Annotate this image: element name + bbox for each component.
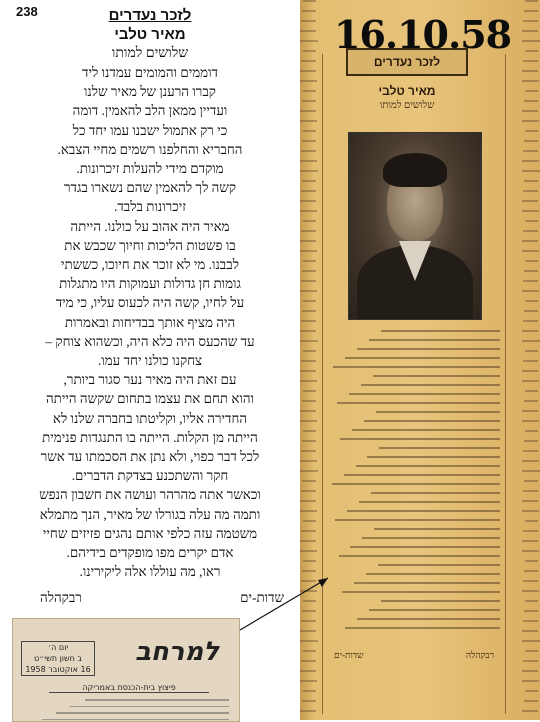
article-subtitle: שלושים למותו — [111, 46, 189, 61]
article-line: וכאשר אתה מהרהר ועושה את חשבון הנפש — [39, 487, 261, 503]
article-line: משטמה עזה כלפי אותם נהגים פזיזים שחיי — [42, 525, 258, 541]
clipping-signoff-place: שדות-ים — [334, 650, 364, 660]
masthead-headline: פיצוץ בית-הכנסת באמריקה — [49, 683, 209, 693]
article-line: מוקדם מידי להעלות זיכרונות. — [76, 161, 224, 177]
article-heading: לזכר נעדרים — [108, 7, 192, 24]
article-line: מאיר היה אהוב על כולנו. הייתה — [70, 218, 230, 234]
article-line: עד שהכעס היה כלא היה, וכשהוא צוחק – — [45, 333, 255, 349]
masthead-date-line: יום ה׳ — [47, 643, 69, 652]
article-line: קשה לך להאמין שהם נשארו בגדר — [63, 180, 237, 196]
article-line: דוממים והמומים עמדנו ליד — [82, 65, 218, 80]
article-line: קברו הרענן של מאיר שלנו — [84, 84, 216, 100]
clipping-subtitle: שלושים למותו — [379, 100, 435, 111]
article-line: על לחיו, קשה היה לכעוס עליו, כי מיד — [55, 295, 245, 311]
article-line: זיכרונות בלבד. — [113, 199, 187, 215]
article-line: אדם יקרים מפו מופקדים בידיהם. — [66, 545, 234, 561]
article-line: כי רק אתמול ישבנו עמו יחד כל — [72, 122, 228, 138]
article-line: החדירה אליו, וקליטתו בחברה שלנו לא — [52, 410, 248, 426]
article-name: מאיר טלבי — [114, 26, 186, 43]
article-line: ועדיין ממאן הלב להאמין. דומה — [72, 103, 228, 119]
article-line: לבבנו. מי לא זוכר את חיוכו, כששתי — [61, 257, 239, 273]
article-line: ראו, מה עוללו אלה ליקירינו. — [79, 564, 221, 580]
clipping-name: מאיר טלבי — [378, 84, 436, 98]
article-line: הייתה מן הקלות. הייתה בו התנגדות פנימית — [42, 429, 258, 445]
article-line: חקר והשתכנע בצדקת הדברים. — [71, 468, 229, 484]
signature-place: שדות-ים — [240, 590, 284, 605]
article-line: ותמה מה עלה בגורלו של מאיר, הנך מתמלא — [39, 506, 261, 522]
article-line: צחקנו כולנו יחד עמו. — [97, 353, 203, 369]
article-line: החבריא והחלפנו רשמים מחיי הצבא. — [57, 141, 243, 157]
article-line: היה מציף אותך בבדיחות ובאמרות — [64, 314, 236, 330]
article-line: גומות חן גדולות ועמוקות היו מתגלות — [59, 276, 241, 292]
article-line: והוא תחם את עצמו בתחום שקשה הייתה — [45, 391, 255, 407]
masthead-logo: למרחב — [135, 637, 219, 667]
masthead-date-line: 16 אוקטובר 1958 — [25, 665, 91, 674]
article-line: לכל דבר כפוי, ולא נתן את הסכמתו עד אשר — [40, 449, 260, 465]
clipping-signoff-author: רבקהלה — [465, 650, 494, 660]
page-number: 238 — [16, 4, 38, 19]
masthead-date-line: ב חשון תשי״ט — [33, 654, 83, 663]
signature-author: רבקהלה — [40, 590, 82, 605]
clipping-date: 16.10.58 — [334, 12, 512, 57]
article-line: בו פשטות הליכות וחיוך שכבש את — [64, 237, 236, 253]
clipping-heading: לזכר נעדרים — [346, 48, 468, 76]
article-line: עם זאת היה מאיר נער סגור ביותר, — [63, 372, 237, 388]
